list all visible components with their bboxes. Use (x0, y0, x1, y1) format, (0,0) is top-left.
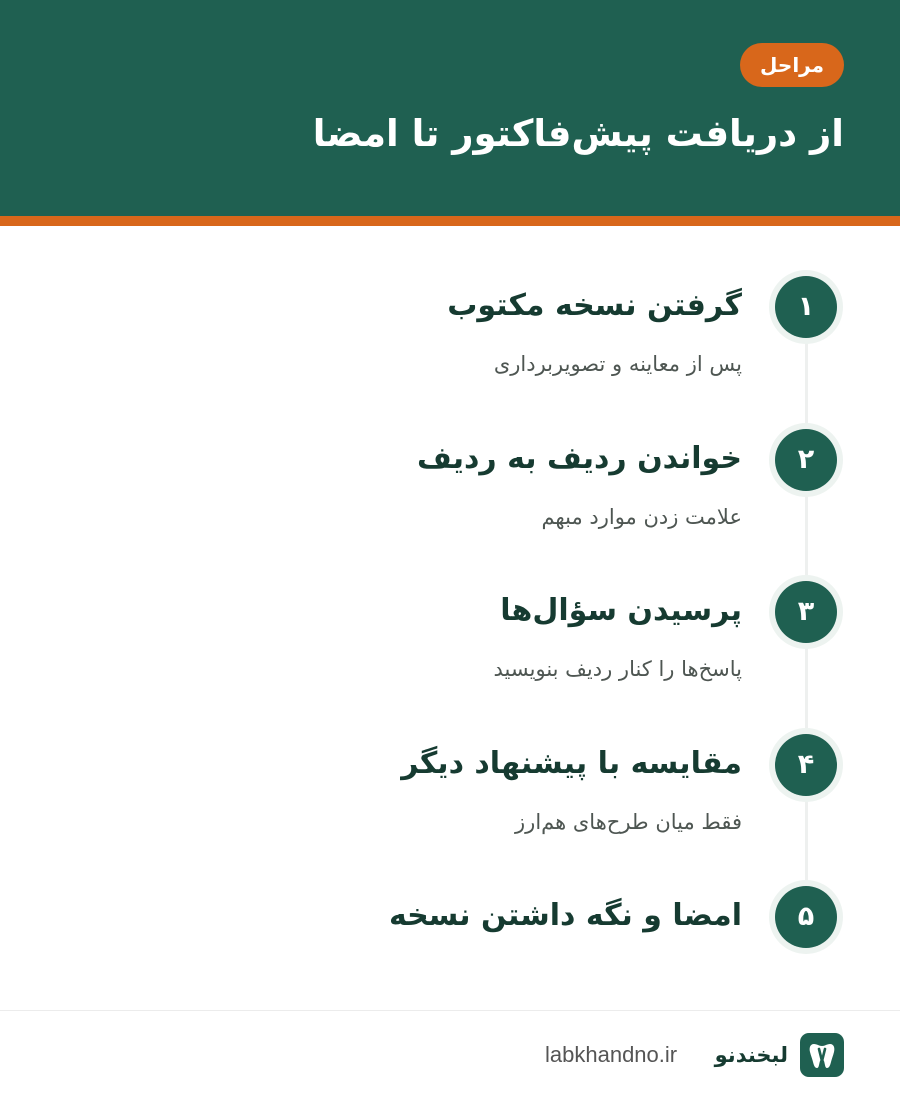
step-number-badge: ۳ (775, 581, 837, 643)
step-description: پاسخ‌ها را کنار ردیف بنویسید (493, 657, 742, 681)
step-1 (0, 276, 900, 406)
step-description: فقط میان طرح‌های هم‌ارز (515, 810, 742, 834)
step-title: پرسیدن سؤال‌ها (500, 593, 742, 628)
footer-divider (0, 1010, 900, 1011)
step-3 (0, 581, 900, 711)
header (0, 0, 900, 216)
footer-website-link[interactable]: labkhandno.ir (545, 1042, 678, 1067)
step-number-badge: ۵ (775, 886, 837, 948)
section-badge: مراحل (740, 43, 844, 87)
page-title: از دریافت پیش‌فاکتور تا امضا (312, 112, 844, 155)
step-description: علامت زدن موارد مبهم (541, 505, 742, 529)
step-title: امضا و نگه داشتن نسخه (388, 898, 742, 933)
step-number-badge: ۲ (775, 429, 837, 491)
header-accent-stripe (0, 216, 900, 226)
step-title: مقایسه با پیشنهاد دیگر (401, 746, 742, 781)
step-5 (0, 886, 900, 1016)
tooth-icon (800, 1033, 844, 1077)
step-title: خواندن ردیف به ردیف (416, 441, 742, 476)
step-2 (0, 429, 900, 559)
step-description: پس از معاینه و تصویربرداری (493, 352, 742, 376)
step-number-badge: ۱ (775, 276, 837, 338)
step-4 (0, 734, 900, 864)
step-title: گرفتن نسخه مکتوب (447, 288, 742, 323)
step-number-badge: ۴ (775, 734, 837, 796)
footer-brand-name: لبخندنو (714, 1043, 788, 1067)
